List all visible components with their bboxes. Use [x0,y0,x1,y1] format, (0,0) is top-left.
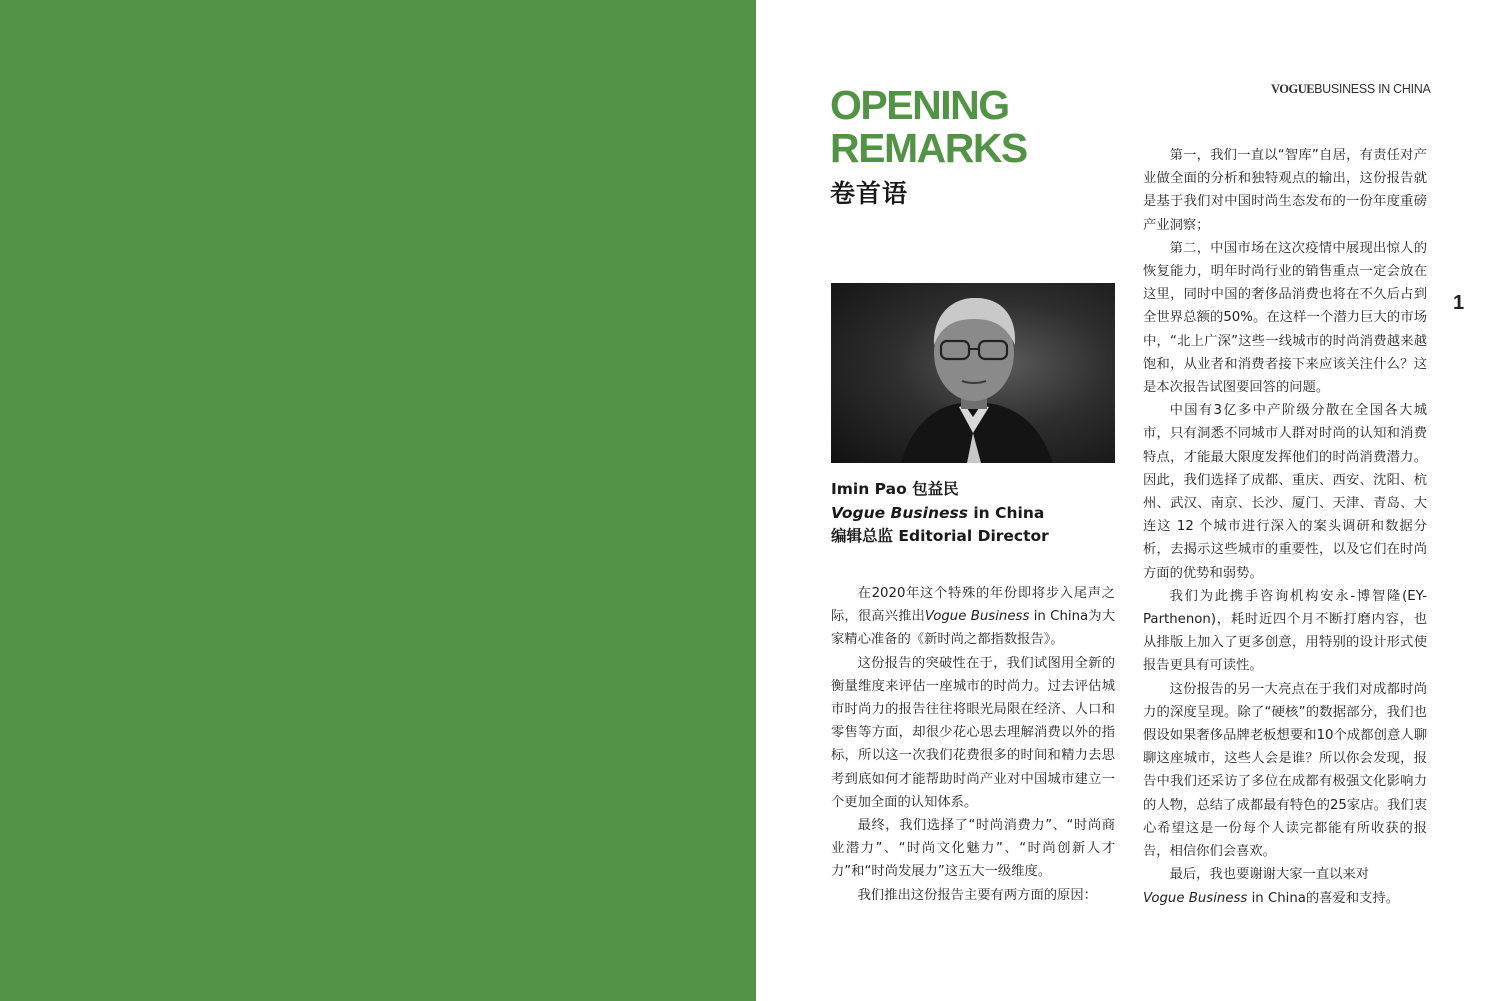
masthead-business-in-china: BUSINESS IN CHINA [1314,82,1431,96]
paragraph-text: in China的喜爱和支持。 [1247,890,1400,906]
title-line-1: OPENING [830,82,1009,128]
paragraph [831,582,1115,652]
publication-italic: Vogue Business [831,503,968,522]
paragraph: 这份报告的另一大亮点在于我们对成都时尚力的深度呈现。除了“硬核”的数据部分，我们也假设如果奢侈品牌老板想要和10个成都创意人聊聊这座城市，这些人会是谁？所以你会发现，报告中我们还采访了多位在成都有极强文化影响力的人物，总结了成都最有特色的25家店。我们衷心希望这是一份每个人读完都能有所收获的报告，相信你们会喜欢。 [1143,681,1427,860]
text-column-right [1143,144,1427,910]
paragraph: 我们为此携手咨询机构安永-博智隆(EY-Parthenon)，耗时近四个月不断打磨内容，也从排版上加入了更多创意，用特别的设计形式使报告更具有可读性。 [1143,588,1427,674]
page-title [830,84,1027,170]
author-name: Imin Pao 包益民 [831,480,959,498]
paragraph: 这份报告的突破性在于，我们试图用全新的衡量维度来评估一座城市的时尚力。过去评估城市时尚力的报告往往将眼光局限在经济、人口和零售等方面，却很少花心思去理解消费以外的指标，所以这一次我们花费很多的时间和精力去思考到底如何才能帮助时尚产业对中国城市建立一个更加全面的认知体系。 [831,655,1115,810]
portrait-photo [831,283,1115,463]
publication-rest: in China [967,503,1045,522]
paragraph [1143,863,1427,909]
paragraph-italic: Vogue Business [924,609,1030,625]
paragraph: 最终，我们选择了“时尚消费力”、“时尚商业潜力”、“时尚文化魅力”、“时尚创新人才力”和“时尚发展力”这五大一级维度。 [831,818,1115,880]
paragraph: 我们推出这份报告主要有两方面的原因： [857,887,1097,903]
author-role: 编辑总监 Editorial Director [831,527,1049,545]
paragraph-text: 最后，我也要谢谢大家一直以来对 [1169,867,1370,883]
page-number: 1 [1453,292,1465,314]
paragraph-italic: Vogue Business [1143,890,1248,906]
masthead-vogue: VOGUE [1271,82,1315,96]
author-caption [831,478,1121,549]
paragraph-text: in China为大家精心准备的《新时尚之都指数报告》。 [831,609,1115,648]
masthead-logo [1271,82,1431,97]
text-column-left [831,582,1115,907]
paragraph: 第一，我们一直以“智库”自居，有责任对产业做全面的分析和独特观点的输出，这份报告就是基于我们对中国时尚生态发布的一份年度重磅产业洞察； [1143,148,1427,233]
portrait-illustration [831,283,1115,463]
paragraph: 第二，中国市场在这次疫情中展现出惊人的恢复能力，明年时尚行业的销售重点一定会放在这里，同时中国的奢侈品消费也将在不久后占到全世界总额的50%。在这样一个潜力巨大的市场中，“北上广深”这些一线城市的时尚消费越来越饱和，从业者和消费者接下来应该关注什么？这是本次报告试图要回答的问题。 [1143,240,1427,396]
title-line-2: REMARKS [830,125,1027,171]
title-chinese: 卷首语 [830,179,909,208]
paragraph-text: 在2020年这个特殊的年份即将步入尾声之际，很高兴推出 [831,586,1115,625]
article-page [756,0,1511,1001]
author-publication [831,502,1121,526]
paragraph: 中国有3亿多中产阶级分散在全国各大城市，只有洞悉不同城市人群对时尚的认知和消费特点，才能最大限度发挥他们的时尚消费潜力。因此，我们选择了成都、重庆、西安、沈阳、杭州、武汉、南京、长沙、厦门、天津、青岛、大连这 12 个城市进行深入的案头调研和数据分析，去揭示这些城市的重要性，以及它们在时尚方面的优势和弱势。 [1143,403,1427,581]
